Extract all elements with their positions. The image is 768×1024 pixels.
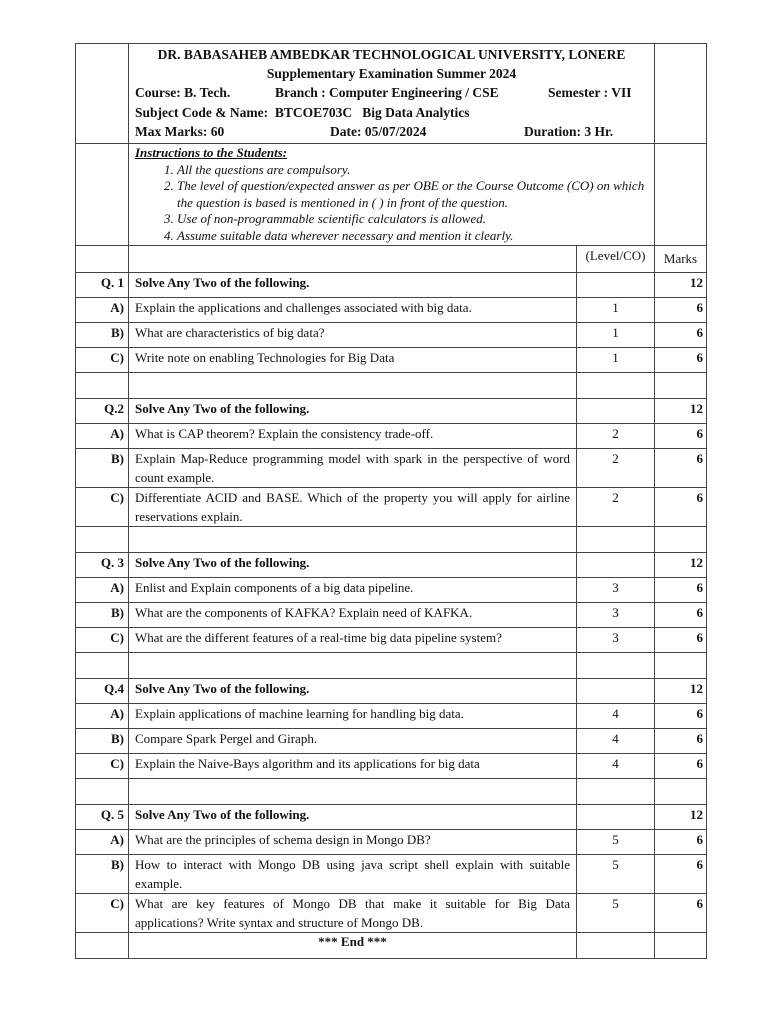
question-number: Q.2 [76,398,129,423]
sub-question-co: 1 [577,347,655,372]
sub-question-label: B) [76,728,129,753]
spacer-cell [129,526,577,552]
sub-question-label: B) [76,448,129,487]
instructions-block [129,144,655,246]
sub-question-text: Compare Spark Pergel and Giraph. [129,728,577,753]
sub-question-marks: 6 [655,577,707,602]
sub-question-row [76,577,707,602]
marks-date-line [135,122,648,141]
sub-question-marks: 6 [655,893,707,932]
question-row [76,552,707,577]
spacer-cell [76,372,129,398]
semester: Semester : VII [548,85,632,101]
sub-question-co: 2 [577,423,655,448]
sub-question-row [76,423,707,448]
sub-question-text: Write note on enabling Technologies for Big Data [129,347,577,372]
sub-question-marks: 6 [655,602,707,627]
question-marks: 12 [655,272,707,297]
exam-header [129,44,655,144]
header-right-blank [655,44,707,144]
marks-header: Marks [655,245,707,272]
spacer-cell [129,372,577,398]
sub-question-co: 5 [577,893,655,932]
sub-question-co: 3 [577,577,655,602]
sub-question-marks: 6 [655,297,707,322]
sub-question-label: A) [76,829,129,854]
sub-question-text: Explain the applications and challenges associated with big data. [129,297,577,322]
sub-question-co: 4 [577,753,655,778]
exam-title: Supplementary Examination Summer 2024 [266,66,517,82]
instruction-item: 4. Assume suitable data wherever necessary and mention it clearly. [177,228,648,245]
sub-question-text: What are the different features of a real-time big data pipeline system? [129,627,577,652]
sub-question-label: A) [76,423,129,448]
university-name: DR. BABASAHEB AMBEDKAR TECHNOLOGICAL UNIVERSITY, LONERE [157,47,626,62]
sub-question-row [76,297,707,322]
sub-question-row [76,627,707,652]
end-marker: *** End *** [129,932,577,958]
question-co [577,272,655,297]
sub-question-label: A) [76,297,129,322]
spacer-cell [577,372,655,398]
question-title: Solve Any Two of the following. [129,272,577,297]
sub-question-marks: 6 [655,703,707,728]
question-co [577,552,655,577]
sub-question-marks: 6 [655,829,707,854]
question-title: Solve Any Two of the following. [129,552,577,577]
sub-question-marks: 6 [655,854,707,893]
subject-name: Big Data Analytics [362,104,470,120]
sub-question-text: What are the components of KAFKA? Explain need of KAFKA. [129,602,577,627]
spacer-row [76,372,707,398]
subject-label: Subject Code & Name: [135,104,269,120]
question-number: Q. 1 [76,272,129,297]
spacer-cell [129,778,577,804]
sub-question-text: Explain applications of machine learning for handling big data. [129,703,577,728]
end-co-blank [577,932,655,958]
instruction-item: 1. All the questions are compulsory. [177,162,648,179]
sub-question-text: What are characteristics of big data? [129,322,577,347]
column-header-blank [76,245,129,272]
sub-question-row [76,322,707,347]
spacer-row [76,526,707,552]
sub-question-row [76,487,707,526]
question-number: Q. 3 [76,552,129,577]
sub-question-text: What are the principles of schema design in Mongo DB? [129,829,577,854]
spacer-cell [577,652,655,678]
level-co-header: (Level/CO) [577,245,655,272]
sub-question-marks: 6 [655,753,707,778]
sub-question-text: Differentiate ACID and BASE. Which of the property you will apply for airline reservations explain. [129,487,577,526]
sub-question-row [76,728,707,753]
sub-question-co: 4 [577,728,655,753]
spacer-cell [655,652,707,678]
spacer-cell [76,526,129,552]
spacer-row [76,652,707,678]
column-header-blank [129,245,577,272]
question-number: Q.4 [76,678,129,703]
sub-question-co: 3 [577,627,655,652]
sub-question-text: Enlist and Explain components of a big data pipeline. [129,577,577,602]
question-title: Solve Any Two of the following. [129,804,577,829]
sub-question-marks: 6 [655,347,707,372]
spacer-row [76,778,707,804]
sub-question-co: 2 [577,448,655,487]
sub-question-text: Explain the Naive-Bays algorithm and its applications for big data [129,753,577,778]
end-left-blank [76,932,129,958]
course: Course: B. Tech. [135,85,231,101]
instruction-item: 3. Use of non-programmable scientific calculators is allowed. [177,211,648,228]
spacer-cell [129,652,577,678]
sub-question-row [76,829,707,854]
question-title: Solve Any Two of the following. [129,678,577,703]
sub-question-marks: 6 [655,487,707,526]
subject-line [135,103,648,122]
sub-question-label: C) [76,893,129,932]
sub-question-label: C) [76,627,129,652]
exam-date: Date: 05/07/2024 [330,123,427,139]
sub-question-co: 1 [577,297,655,322]
instructions-title: Instructions to the Students: [135,145,288,161]
instructions-right-blank [655,144,707,246]
sub-question-row [76,854,707,893]
sub-question-row [76,753,707,778]
spacer-cell [577,526,655,552]
sub-question-co: 1 [577,322,655,347]
question-row [76,398,707,423]
end-right-blank [655,932,707,958]
sub-question-row [76,893,707,932]
question-row [76,678,707,703]
sub-question-text: How to interact with Mongo DB using java script shell explain with suitable example. [129,854,577,893]
question-marks: 12 [655,804,707,829]
question-title: Solve Any Two of the following. [129,398,577,423]
question-co [577,678,655,703]
sub-question-co: 2 [577,487,655,526]
sub-question-co: 3 [577,602,655,627]
spacer-cell [655,778,707,804]
instructions-list [135,162,648,245]
course-line [135,83,648,102]
spacer-cell [655,372,707,398]
sub-question-label: C) [76,753,129,778]
sub-question-text: What is CAP theorem? Explain the consistency trade-off. [129,423,577,448]
sub-question-co: 4 [577,703,655,728]
sub-question-row [76,347,707,372]
duration: Duration: 3 Hr. [524,123,614,139]
question-row [76,272,707,297]
branch: Branch : Computer Engineering / CSE [275,85,499,101]
instructions-left-blank [76,144,129,246]
sub-question-text: What are key features of Mongo DB that make it suitable for Big Data applications? Write syntax and structure of Mongo DB. [129,893,577,932]
question-marks: 12 [655,398,707,423]
question-paper-table [75,43,707,959]
sub-question-row [76,448,707,487]
spacer-cell [577,778,655,804]
sub-question-label: C) [76,487,129,526]
sub-question-co: 5 [577,854,655,893]
sub-question-row [76,703,707,728]
question-marks: 12 [655,678,707,703]
sub-question-label: C) [76,347,129,372]
sub-question-label: B) [76,602,129,627]
sub-question-marks: 6 [655,448,707,487]
sub-question-marks: 6 [655,627,707,652]
sub-question-marks: 6 [655,423,707,448]
sub-question-text: Explain Map-Reduce programming model with spark in the perspective of word count example. [129,448,577,487]
sub-question-co: 5 [577,829,655,854]
sub-question-marks: 6 [655,728,707,753]
sub-question-label: A) [76,577,129,602]
sub-question-row [76,602,707,627]
spacer-cell [76,778,129,804]
question-row [76,804,707,829]
header-left-blank [76,44,129,144]
question-co [577,398,655,423]
question-marks: 12 [655,552,707,577]
question-number: Q. 5 [76,804,129,829]
sub-question-label: B) [76,322,129,347]
sub-question-label: A) [76,703,129,728]
instruction-item: 2. The level of question/expected answer as per OBE or the Course Outcome (CO) on which the question is based is mentioned in ( ) in front of the question. [177,178,648,211]
max-marks: Max Marks: 60 [135,123,225,139]
subject-code: BTCOE703C [274,104,353,120]
sub-question-label: B) [76,854,129,893]
sub-question-marks: 6 [655,322,707,347]
spacer-cell [76,652,129,678]
question-co [577,804,655,829]
spacer-cell [655,526,707,552]
